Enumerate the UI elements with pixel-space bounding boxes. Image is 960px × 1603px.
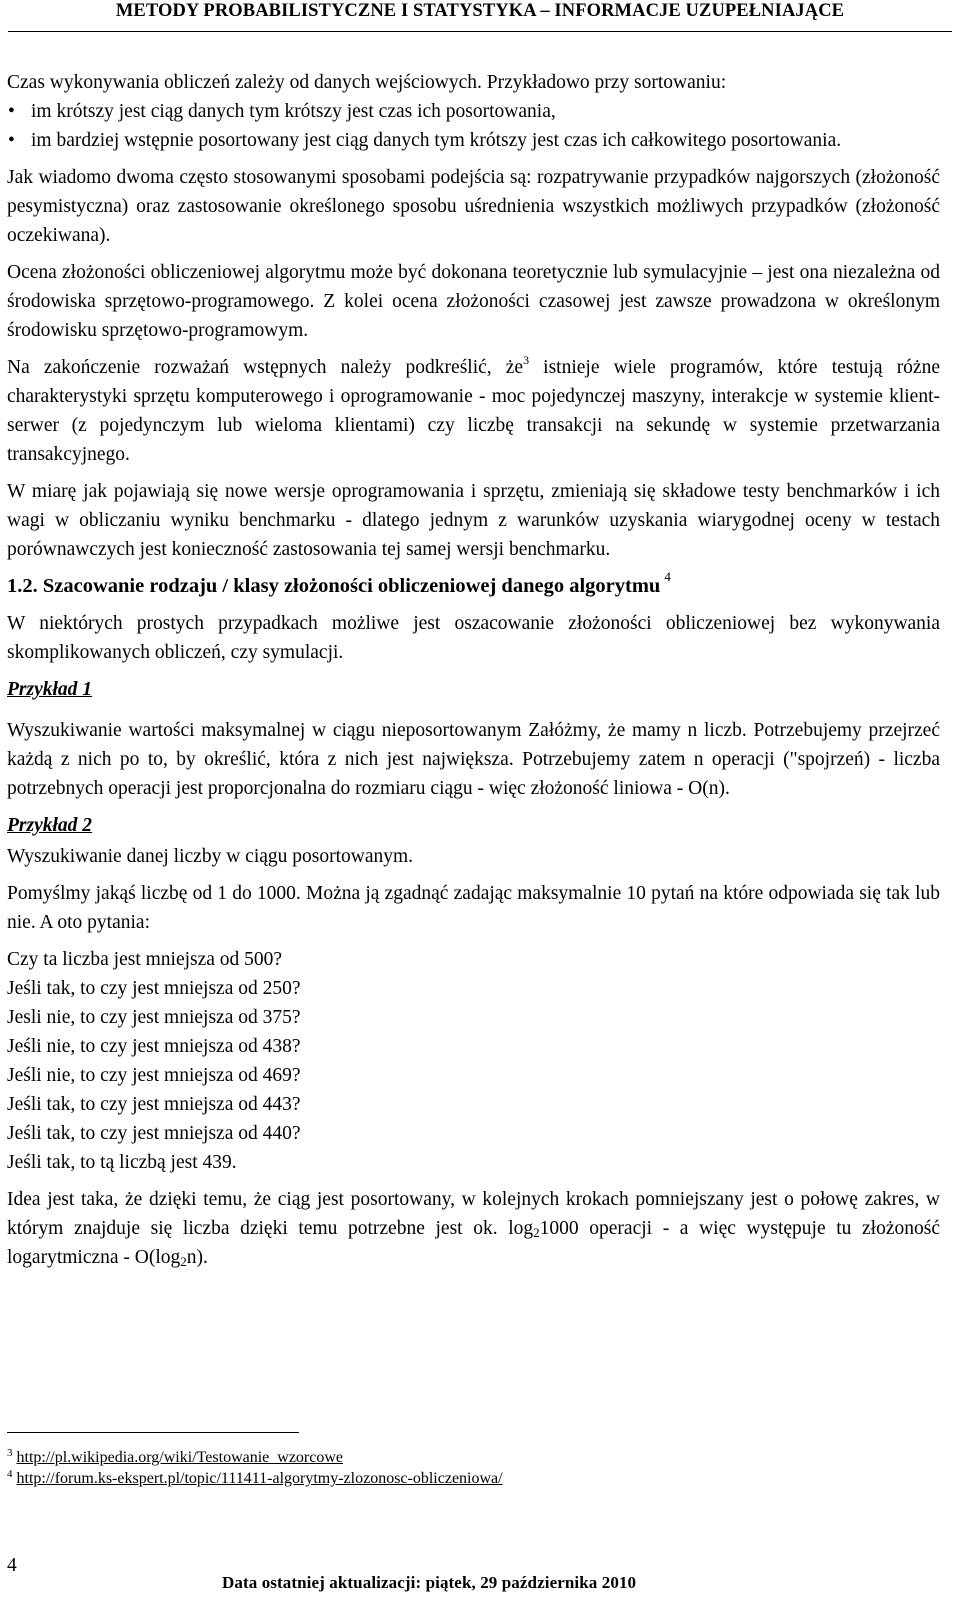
question-line: Jeśli tak, to czy jest mniejsza od 440? [7,1123,301,1144]
question-line: Jeśli tak, to czy jest mniejsza od 250? [7,978,301,999]
bullet-item: • im bardziej wstępnie posortowany jest ciąg danych tym krótszy jest czas ich całkowitego posortowania. [7,126,940,155]
footnote-link[interactable]: http://forum.ks-ekspert.pl/topic/111411-algorytmy-zlozonosc-obliczeniowa/ [16,1470,503,1487]
footer-date: Data ostatniej aktualizacji: piątek, 29 października 2010 [222,1573,637,1592]
example-2-conclusion: Idea jest taka, że dzięki temu, że ciąg jest posortowany, w kolejnych krokach pomniejszany jest o połowę zakres, w którym znajduje się liczba dzięki temu potrzebne jest ok. $\log_21000$ operacji - a więc występuje tu złożoność logarytmiczna - $O(\log_2n)$. [7,1189,940,1269]
example-2-lead: Wyszukiwanie danej liczby w ciągu posortowanym. [7,846,414,867]
paragraph-complexity-types: Jak wiadomo dwoma często stosowanymi sposobami podejścia są: rozpatrywanie przypadków najgorszych (złożoność pesymistyczna) oraz zastosowanie określonego sposobu uśrednienia wszystkich możliwych przypadków (złożoność oczekiwana). [7,167,940,246]
paragraph-complexity-evaluation: Ocena złożoności obliczeniowej algorytmu może być dokonana teoretycznie lub symulacyjnie – jest ona niezależna od środowiska sprzętowo-programowego. Z kolei ocena złożoności czasowej jest zawsze prowadzona w określonym środowisku sprzętowo-programowym. [7,262,940,341]
footnote-divider [7,1432,299,1433]
bullet-item: • im krótszy jest ciąg danych tym krótszy jest czas ich posortowania, [7,97,940,126]
header-divider [8,31,952,32]
footnote-ref-4[interactable]: 4 [664,569,671,584]
paragraph-benchmark-programs: Na zakończenie rozważań wstępnych należy podkreślić, $że^3$ istnieje wiele programów, które testują różne charakterystyki sprzętu komputerowego i oprogramowanie - moc pojedynczej maszyny, interakcje w systemie klient-serwer (z pojedynczym lub wieloma klientami) czy liczbę transakcji na sekundę w systemie przetwarzania transakcyjnego. [7,353,940,465]
page-number: 4 [7,1555,17,1576]
example-1-text: Wyszukiwanie wartości maksymalnej w ciągu nieposortowanym Załóżmy, że mamy n liczb. Potrzebujemy przejrzeć każdą z nich po to, by określić, która z nich jest największa. Potrzebujemy zatem n operacji ("spojrzeń) - liczba potrzebnych operacji jest proporcjonalna do rozmiaru ciągu - więc złożoność liniowa - O(n). [7,720,940,799]
example-2-text: Pomyślmy jakąś liczbę od 1 do 1000. Można ją zgadnąć zadając maksymalnie 10 pytań na które odpowiada się tak lub nie. A oto pytania: [7,883,940,933]
question-line: Czy ta liczba jest mniejsza od 500? [7,949,283,970]
question-line: Jesli nie, to czy jest mniejsza od 375? [7,1007,301,1028]
example-1-title: Przykład 1 [7,679,93,700]
intro-bullet-list [7,97,940,155]
document-body [7,68,940,1280]
question-line: Jeśli tak, to tą liczbą jest 439. [7,1152,237,1173]
footnotes [7,1447,503,1489]
paragraph-benchmark-versions: W miarę jak pojawiają się nowe wersje oprogramowania i sprzętu, zmieniają się składowe testy benchmarków i ich wagi w obliczaniu wyniku benchmarku - dlatego jednym z warunków uzyskania wiarygodnej oceny w testach porównawczych jest konieczność zastosowania tej samej wersji benchmarku. [7,481,940,560]
example-2-title: Przykład 2 [7,815,93,836]
question-line: Jeśli nie, to czy jest mniejsza od 469? [7,1065,301,1086]
section-intro: W niektórych prostych przypadkach możliwe jest oszacowanie złożoności obliczeniowej bez wykonywania skomplikowanych obliczeń, czy symulacji. [7,613,940,663]
header-title: METODY PROBABILISTYCZNE I STATYSTYKA – INFORMACJE UZUPEŁNIAJĄCE [115,1,845,21]
intro-paragraph: Czas wykonywania obliczeń zależy od danych wejściowych. Przykładowo przy sortowaniu: [7,72,727,93]
question-line: Jeśli nie, to czy jest mniejsza od 438? [7,1036,301,1057]
footnote-item: $^4$ http://forum.ks-ekspert.pl/topic/111411-algorytmy-zlozonosc-obliczeniowa/ [7,1468,503,1487]
footnote-ref-3[interactable]: 3 [523,353,530,367]
question-line: Jeśli tak, to czy jest mniejsza od 443? [7,1094,301,1115]
page-header [0,0,960,38]
question-list [7,945,940,1177]
section-heading: 1.2. Szacowanie rodzaju / klasy złożoności obliczeniowej danego algorytmu $^4$ [7,569,671,597]
footnote-item: $^3$ http://pl.wikipedia.org/wiki/Testowanie_wzorcowe [7,1447,344,1466]
footnote-link[interactable]: http://pl.wikipedia.org/wiki/Testowanie_wzorcowe [16,1449,344,1466]
